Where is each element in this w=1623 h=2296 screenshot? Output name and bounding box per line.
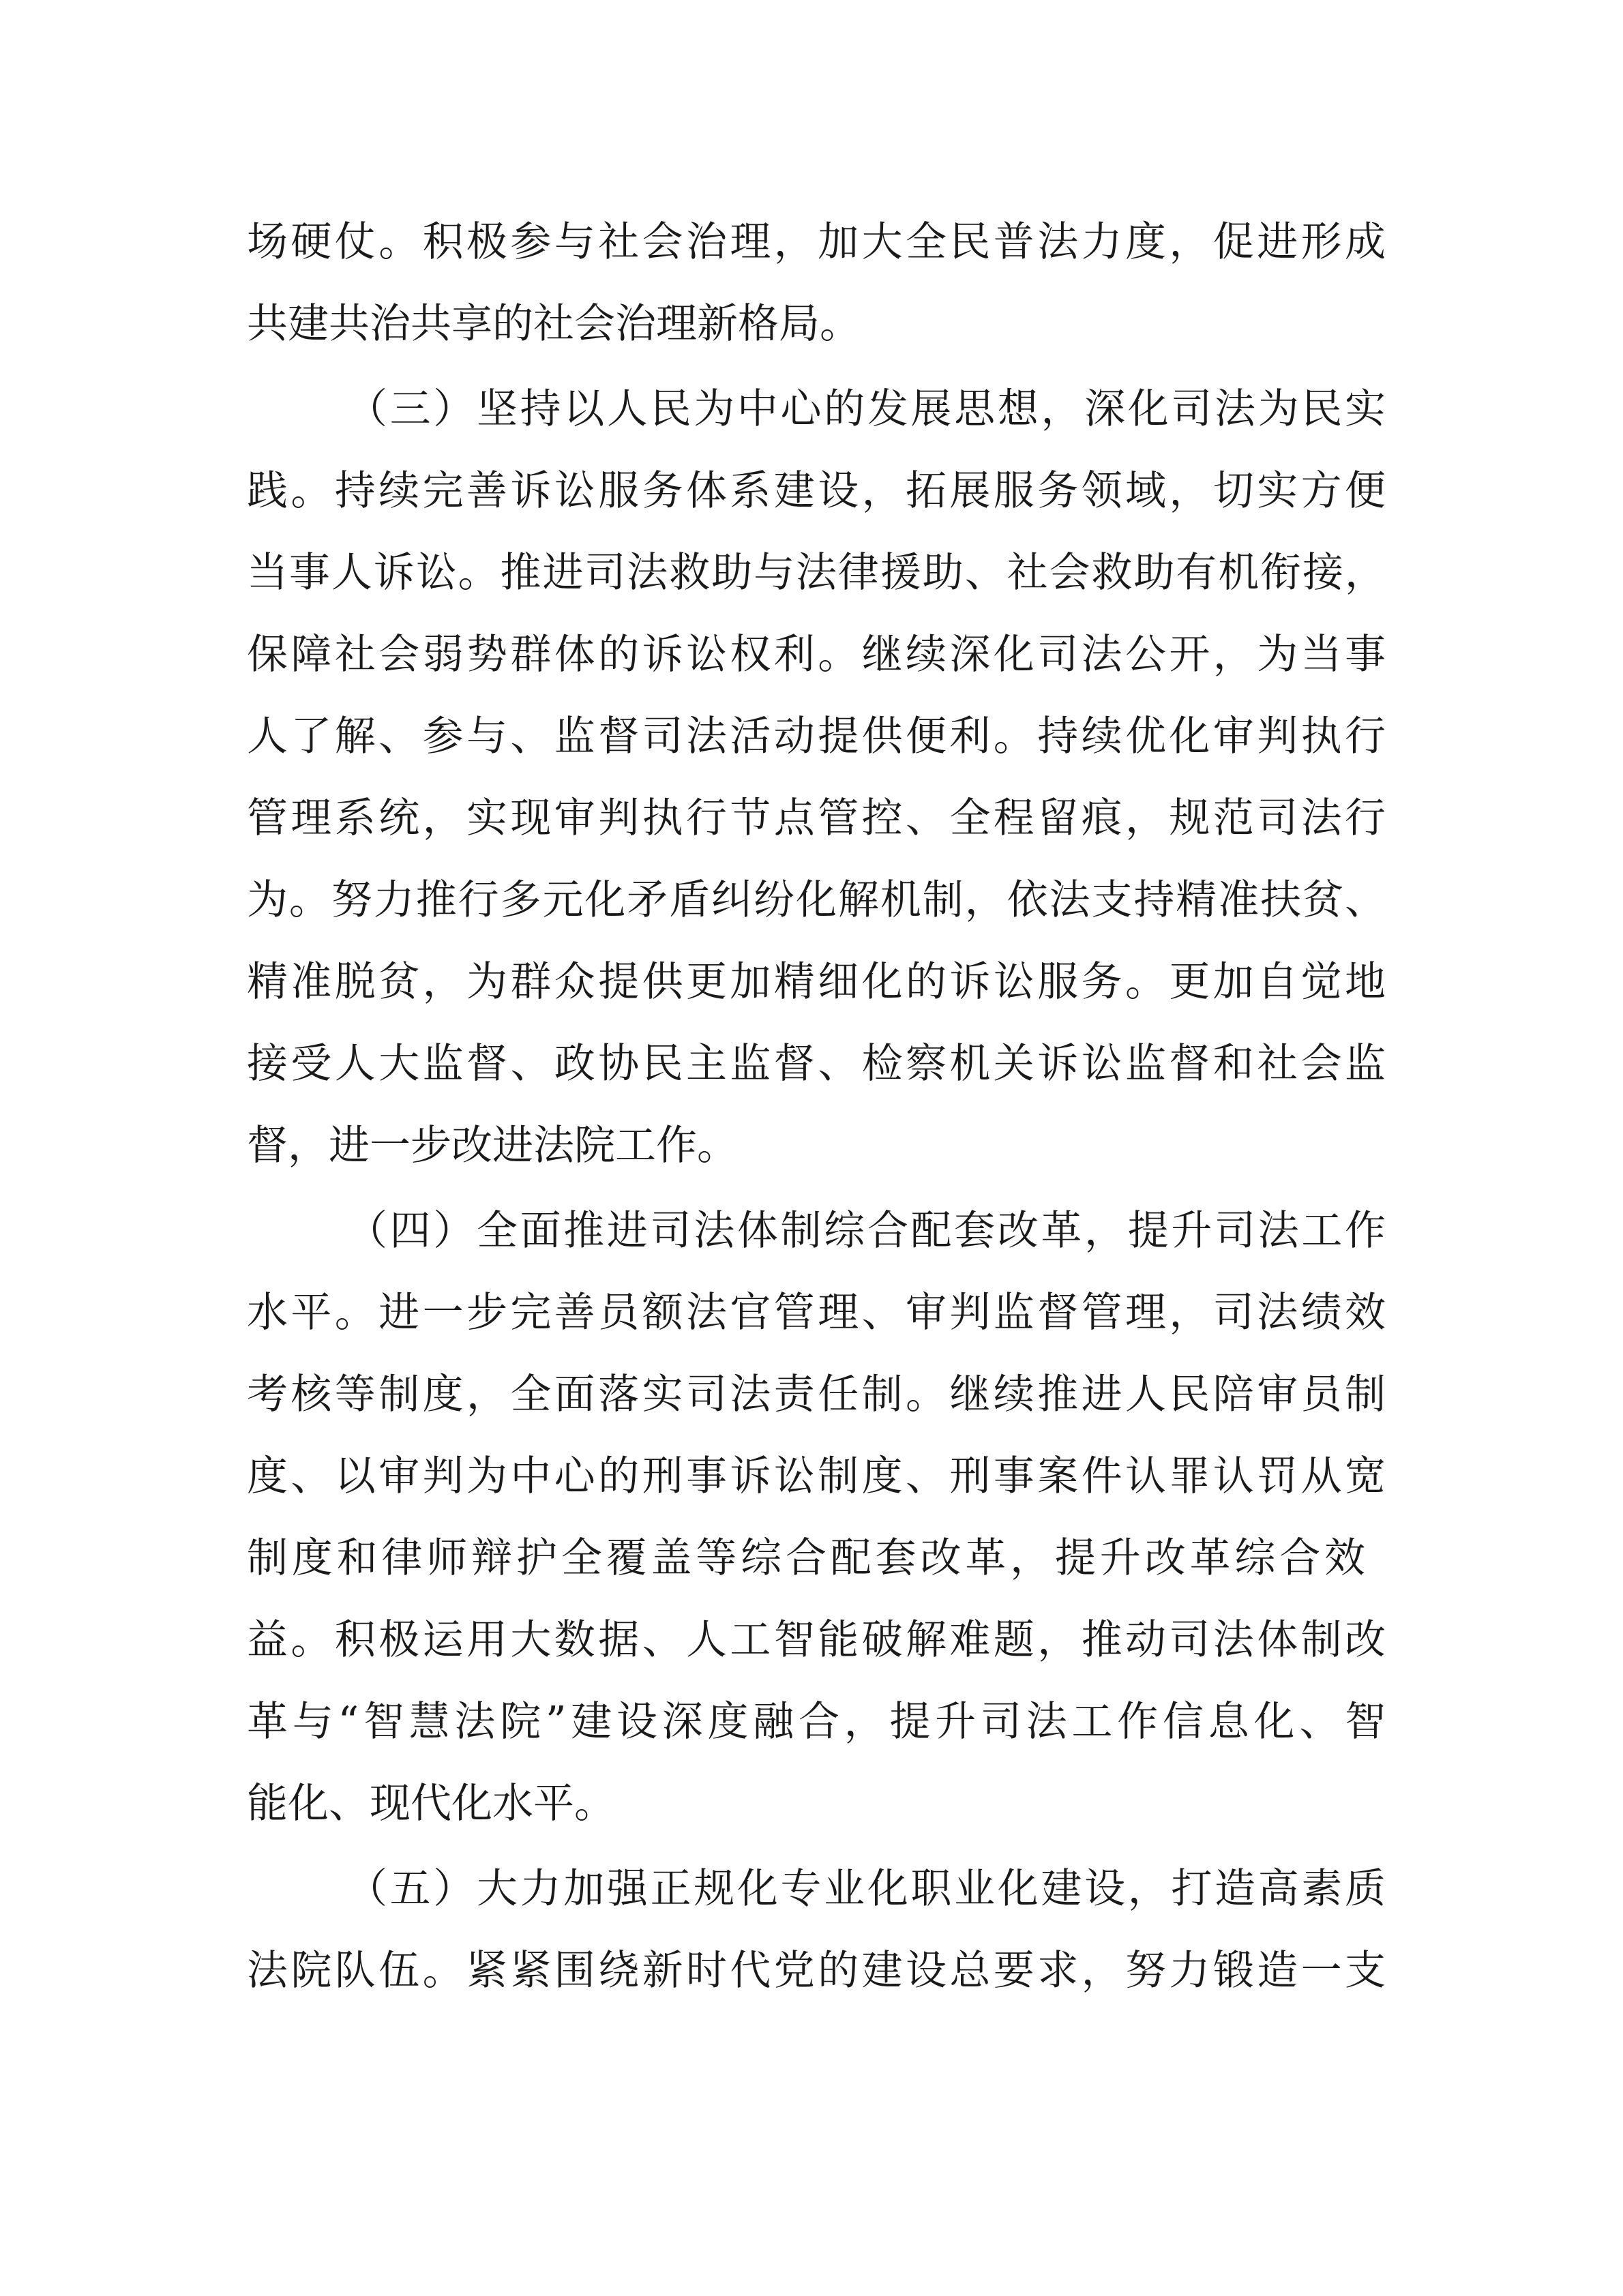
text-line: 法院队伍。紧紧围绕新时代党的建设总要求，努力锻造一支 [247, 1947, 1386, 1995]
text-line: 精准脱贫，为群众提供更加精细化的诉讼服务。更加自觉地 [247, 958, 1386, 1006]
section-heading-line: （三）坚持以人民为中心的发展思想，深化司法为民实 [346, 385, 1386, 433]
text-line: 共建共治共享的社会治理新格局。 [247, 300, 861, 348]
text-line: 保障社会弱势群体的诉讼权利。继续深化司法公开，为当事 [247, 631, 1386, 679]
text-line: 制度和律师辩护全覆盖等综合配套改革，提升改革综合效 [247, 1534, 1365, 1582]
text-line: 践。持续完善诉讼服务体系建设，拓展服务领域，切实方便 [247, 467, 1386, 515]
text-line: 督，进一步改进法院工作。 [247, 1122, 738, 1169]
text-line: 当事人诉讼。推进司法救助与法律援助、社会救助有机衔接， [247, 549, 1386, 597]
text-line: 考核等制度，全面落实司法责任制。继续推进人民陪审员制 [247, 1371, 1386, 1418]
text-line: 能化、现代化水平。 [247, 1780, 615, 1828]
text-line: 人了解、参与、监督司法活动提供便利。持续优化审判执行 [247, 713, 1386, 760]
text-line: 为。努力推行多元化矛盾纠纷化解机制，依法支持精准扶贫、 [247, 876, 1386, 924]
text-line: 管理系统，实现审判执行节点管控、全程留痕，规范司法行 [247, 794, 1386, 842]
text-line: 场硬仗。积极参与社会治理，加大全民普法力度，促进形成 [247, 218, 1386, 266]
text-line: 益。积极运用大数据、人工智能破解难题，推动司法体制改 [247, 1616, 1386, 1664]
text-line: 接受人大监督、政协民主监督、检察机关诉讼监督和社会监 [247, 1040, 1386, 1088]
section-heading-line: （四）全面推进司法体制综合配套改革，提升司法工作 [346, 1207, 1386, 1255]
text-line: 革与“智慧法院”建设深度融合，提升司法工作信息化、智 [247, 1698, 1386, 1746]
section-heading-line: （五）大力加强正规化专业化职业化建设，打造高素质 [346, 1865, 1386, 1913]
text-line: 度、以审判为中心的刑事诉讼制度、刑事案件认罪认罚从宽 [247, 1452, 1386, 1500]
text-line: 水平。进一步完善员额法官管理、审判监督管理，司法绩效 [247, 1289, 1386, 1337]
